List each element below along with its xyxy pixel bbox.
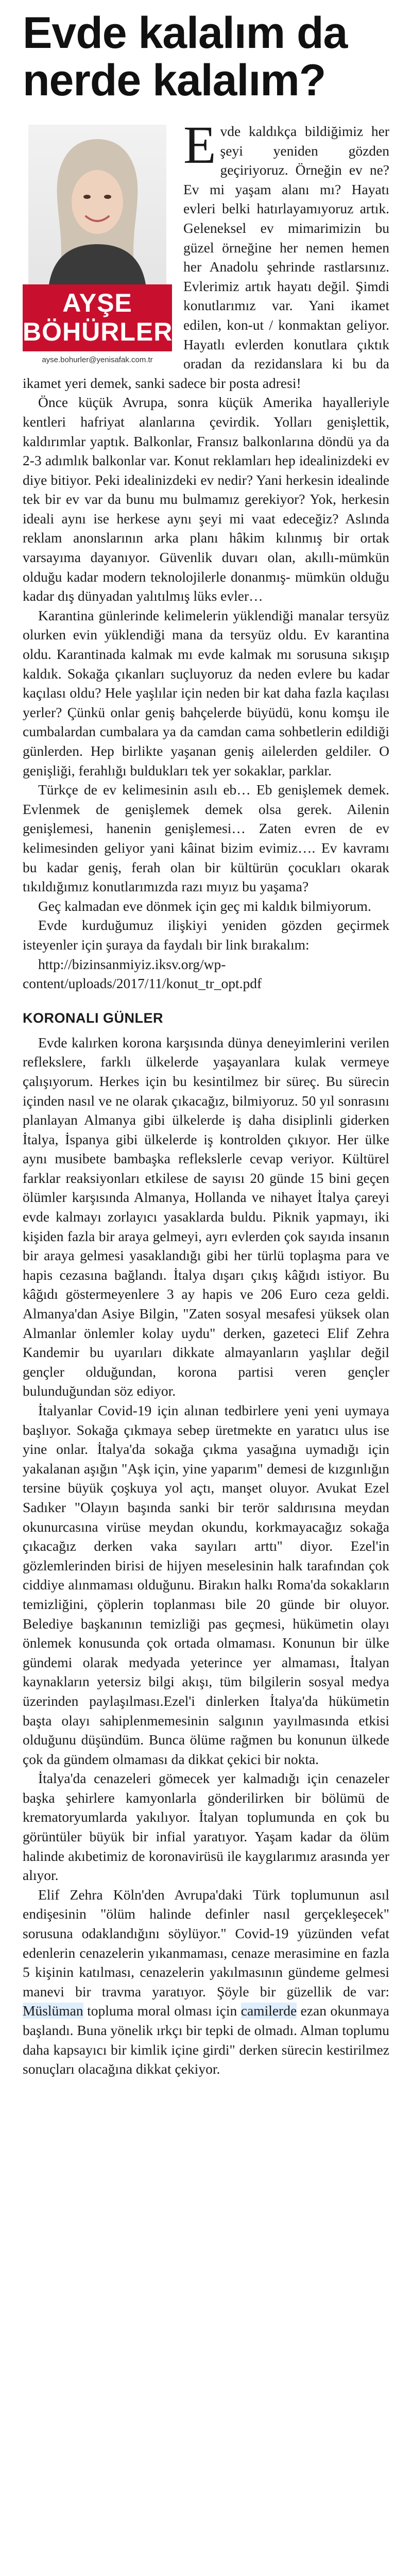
highlighted-word: Müslüman [23, 2003, 83, 2019]
article-title: Evde kalalım da nerde kalalım? [23, 8, 348, 105]
highlighted-word: camilerde [241, 2003, 297, 2019]
closing-paragraph [23, 1885, 389, 2079]
body-paragraph: Evde kalırken korona karşısında dünya deneyimlerini verilen reflekslere, farklı ülkelerde yaşayanlara kulak vermeye çalışıyorum. Herkes için bu kesintilmez bir süreç. Bu sürecin içinden nasıl ve ne olarak çıkacağız, bilmiyoruz. 50 yıl sonrasını planlayan Almanya gibi ülkelerde iş daha disiplinli giderken İtalya, İspanya gibi ülkelerde iş kontrolden çıkıyor. Her ülke aynı musibete bambaşka reflekslerle cevap veriyor. Kültürel farklar reaksiyonları etkilese de sayısı 20 günde 15 bini geçen ölümler karşısında Almanya, Hollanda ve nihayet İtalya çareyi evde kalmayı zorlayıcı yasaklarda buldu. Piknik yapmayı, iki kişiden fazla bir araya gelmeyi, ayrı evlerden çok sayıda insanın bir araya gelmesi yasaklandığı gibi her türlü toplaşma para ve hapis cezasına bağlandı. İtalya dışarı çıkış kâğıdı istiyor. Bu kâğıdı göstermeyenlere 3 ay hapis ve 206 Euro ceza geldi. Almanya'dan Asiye Bilgin, "Zaten sosyal mesafesi yüksek olan Almanlar önlemler kolay uydu" derken, gazeteci Elif Zehra Kandemir bu uyarıları dikkate almayanların yaşlılar değil gençler olduğundan, korona partisi veren gençler bulunduğundan söz ediyor. [23, 1034, 389, 1399]
body-paragraph: Evde kurduğumuz ilişkiyi yeniden gözden geçirmek isteyenler için şuraya da faydalı bir link bırakalım: [23, 917, 389, 953]
dropcap: E [183, 115, 216, 175]
body-paragraph: İtalyanlar Covid-19 için alınan tedbirlere yeni yeni uymaya başlıyor. Sokağa çıkmaya sebep üretmekte en yaratıcı ulus ise yine onlar. İtalya'da sokağa çıkma yasağına uymadığı için yakalanan aşığın "Aşk için, yine yaparım" demesi de kızgınlığın tersine büyük çoşkuya yol açtı, manşet oluyor. Avukat Ezel Sadıker "Olayın başında sanki bir terör saldırısına meydan okunurcasına virüse meydan okundu, korkmayacağız sokağa çıkacağız derken vaka sayıları arttı'' diyor. Ezel'in gözlemlerinden birisi de hijyen meselesinin halk tarafından çok ciddiye alınmaması olduğunu. Birakın halkı Roma'da sokakların temizliğini, çöplerin toplanması bile 20 günde bir oluyor. Belediye başkanının temizliği pas geçmesi, hükümetin olayı önlemek konusunda çok ortada olmaması. Konunun bir ülke gündemi olarak medyada yeterince yer almaması, İtalyan kaynakların yetersiz bilgi akışı, tüm bilgilerin sosyal medya üzerinden paylaşılması.Ezel'i dinlerken İtalya'da hükümetin başta olayı sahiplenmemesinin salgının yayılmasında etkisi olduğunu düşündüm. Bunca ölüme rağmen bu konunun ülkede çok da gündem olmaması da dikkat çekici bir nokta. [23, 1402, 389, 1767]
reference-link[interactable]: http://bizinsanmiyiz.iksv.org/wp-content/uploads/2017/11/konut_tr_opt.pdf [23, 956, 262, 992]
closing-text-part3: ezan okunmaya başlandı. Buna yönelik ırkçı bir tepki de olmadı. Alman toplumu daha kapsayıcı bir kimlik içine girdi" derken sürecin kestirilmez sonuçları olacağına dikkat çekiyor. [23, 2003, 390, 2077]
lead-text: vde kaldıkça bildiğimiz her şeyi yeniden gözden geçiriyoruz. Örneğin ev ne? Ev mi yaşam alanı mı? Hayatı evleri belki hatırlayamıyoruz artık. Geleneksel ev mimarimizin bu güzel örneğine her nemen hemen her Anadolu şehrinde rastlarsınız. Evlerimiz artık hayatı değil. Şimdi konutlarımız var. Yani ikamet edilen, kon-ut / konmaktan geliyor. Hayatlı evlerden konutlara çıktık oradan da rezidanslara ki bu da ikamet yeri demek, sanki sadece bir posta adresi! [23, 123, 389, 391]
author-first-name: AYŞE [62, 289, 132, 317]
body-paragraph: Önce küçük Avrupa, sonra küçük Amerika hayalleriyle kentleri hafriyat alanlarına çevirdik. Yolları genişlettik, kaldırımlar yaptık. Balkonlar, Fransız balkonlarına döndü ya da 2-3 adımlık balkonlar var. Konut reklamları hep idealinizdeki ev diye bitiyor. Peki idealinizdeki ev nedir? Yani herkesin idealinde tek bir ev var da bunu mu bulmamız gerekiyor? Yok, herkesin ideali aynı ise herkese aynı şeyi mi vaat edeceğiz? Aslında reklam anonslarının arka planı hâkim kılınmış bir ortak varsayıma dayanıyor. Güvenlik duvarı olan, akıllı-mümkün olduğu kadar modern teknolojilerle donanmış- mümkün olduğu kadar dış dünyadan yalıtılmış lüks evler… [23, 394, 389, 604]
section-subhead: KORONALI GÜNLER [23, 1010, 163, 1026]
closing-text-part1: Elif Zehra Köln'den Avrupa'daki Türk toplumunun asıl endişesinin "ölüm halinde definler nasıl gerçekleşecek" sorusuna odaklandığını söylüyor." Covid-19 yüzünden vefat edenlerin cenazelerin yıkanmaması, cenaze merasimine en fazla 5 kişinin katılması, cenazelerin yakılmasının gündeme gelmesi manevi bir travma yaratıyor. Şöyle bir güzellik de var: [23, 1886, 389, 1999]
body-paragraph: İtalya'da cenazeleri gömecek yer kalmadığı için cenazeler başka şehirlere kamyonlarla gönderilirken bir bölümü de krematoryumlarda yakılıyor. İtalyan toplumunda en çok bu görüntüler büyük bir infial yaratıyor. Yaşam kadar da ölüm halinde akıbetimiz de koronavirüsü ile kaygılarımız arasında yer alıyor. [23, 1770, 389, 1884]
author-byline [23, 125, 172, 364]
author-name [23, 284, 172, 351]
body-paragraph: Karantina günlerinde kelimelerin yüklendiği manalar tersyüz olurken evin yüklendiği mana da tersyüz oldu. Ev karantina oldu. Karantinada kalmak mı evde kalmak mı sorusuna sıkışıp kaldık. Sokağa çıkanları suçluyoruz da neden evlere bu kadar kaçılası oldu? Hele yaşlılar için neden bir kat daha fazla kaçılası yerler? Çünkü onlar geniş bahçelerde büyüdü, konu komşu ile cumbalardan cumbalara ya da camdan cama sohbetlerin edildiği günlerden. Hep birlikte yaşanan geniş ailelerden geldiler. O genişliği, ferahlığı buldukları tek yer sokaklar, parklar. [23, 607, 389, 778]
author-email[interactable]: ayse.bohurler@yenisafak.com.tr [42, 355, 153, 364]
author-portrait-icon [28, 125, 166, 284]
closing-text-part2: topluma moral olması için [83, 2003, 241, 2019]
author-last-name: BÖHÜRLER [23, 317, 173, 346]
body-paragraph: Türkçe de ev kelimesinin asılı eb… Eb genişlemek demek. Evlenmek de genişlemek demek olsa gerek. Ailenin genişlemesi, hanenin genişlemesi… Zaten evren de ev kelimesinden geliyor yani kâinat bizim evimiz…. Ev kavramı bu kadar geniş, ferah olan bir kültürün çocukları okarak tıkıldığımız konutlarımızda razı mıyız bu yaşama? [23, 782, 389, 895]
author-photo [28, 125, 166, 284]
body-paragraph: Geç kalmadan eve dönmek için geç mi kaldık bilmiyorum. [38, 897, 371, 914]
